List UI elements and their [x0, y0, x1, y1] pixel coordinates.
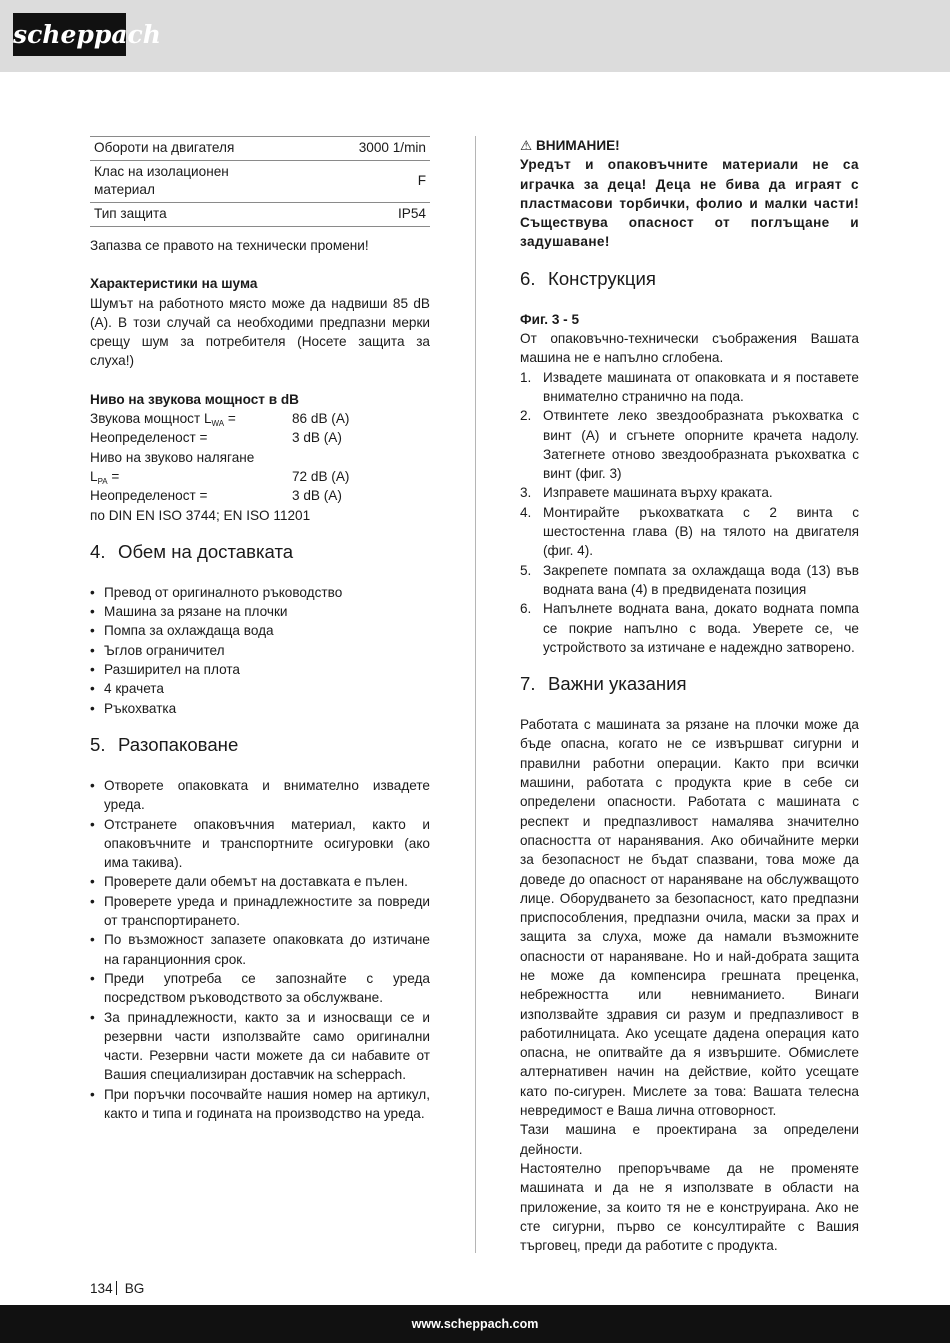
specs-table: [90, 136, 430, 227]
uncertainty-value: 3 dB (A): [292, 488, 342, 504]
sound-power-row: [90, 409, 430, 428]
list-item: • Помпа за охлаждаща вода: [90, 621, 430, 640]
warning-heading: [520, 136, 859, 155]
list-item: • Превод от оригиналното ръководство: [90, 583, 430, 602]
section-heading-delivery: [90, 540, 430, 564]
list-item: [520, 483, 859, 502]
list-item: • 4 крачета: [90, 679, 430, 698]
section-title: Обем на доставката: [118, 540, 294, 562]
important-paragraph: Тази машина е проектирана за определени дейности.: [520, 1122, 859, 1157]
footer-separator: [116, 1281, 117, 1295]
list-item: • Ъглов ограничител: [90, 641, 430, 660]
warning-text: Уредът и опаковъчните материали не са играчка за деца! Деца не бива да играят с пластмасови торбички, фолио и малки части! Съществува опасност от поглъщане и задушаване!: [520, 157, 859, 250]
spec-value: 3000 1/min: [278, 137, 430, 161]
list-item: [520, 368, 859, 407]
website-url: www.scheppach.com: [411, 1317, 539, 1331]
delivery-list: [90, 583, 430, 718]
page-number: 134: [90, 1281, 113, 1296]
spec-label: Обороти на двигателя: [90, 137, 278, 161]
table-row: [90, 137, 430, 161]
sound-pressure-value: 72 dB (A): [292, 468, 350, 484]
list-item: [520, 406, 859, 483]
list-item: • Отворете опаковката и внимателно извадете уреда.: [90, 776, 430, 815]
list-item: • Преди употреба се запознайте с уреда посредством ръководството за обслужване.: [90, 969, 430, 1008]
section-number: 6.: [520, 267, 536, 289]
right-column: [520, 136, 859, 1255]
scheppach-logo: scheppach: [13, 13, 126, 56]
section-title: Разопаковане: [118, 733, 239, 755]
page-footer: [90, 1280, 144, 1298]
important-paragraph: Работата с машината за рязане на плочки може да бъде опасна, когато не се извършват сигурни и правилни работни операции. Както при всички машини, работата с продукта крие в себе си определени опасности. Работата с машината с респект и предпазливост намалява значително опасността от наранявания. Ако обичайните мерки за безопасност не бъдат спазвани, това може да доведе до опасност от нараняване на обслужващото лице. Оборудването за безопасност, като предпазни приспособления, предпазни очила, маски за прах и защита за слуха, може да намали възможните опасности от нараняване. Но и най-добрата защита не може да компенсира грешната преценка, небрежността или невниманието. Винаги използвайте здравия си разум и предпазливост в работилницата. Ако усещате дадена операция като опасна, не опитвайте да я извършите. Обмислете алтернативен начин на действие, който усещате като по-сигурен. Мислете за това: Вашата телесна невредимост е Ваша лична отговорност.: [520, 717, 859, 1119]
list-item: • Проверете дали обемът на доставката е пълен.: [90, 872, 430, 891]
section-heading-construction: [520, 267, 859, 291]
sound-power-label: Звукова мощност L: [90, 411, 212, 427]
list-item: [520, 503, 859, 561]
section-heading-unpacking: [90, 733, 430, 757]
table-row: [90, 161, 430, 203]
footer-bar: [0, 1305, 950, 1343]
noise-text: Шумът на работното място може да надвиши 85 dB (A). В този случай са необходими предпазни мерки срещу шум за потребителя (Носете защита за слуха!): [90, 295, 430, 369]
section-heading-important: [520, 672, 859, 696]
section-number: 4.: [90, 540, 106, 562]
noise-heading: Характеристики на шума: [90, 276, 258, 292]
list-item: [520, 599, 859, 657]
sound-pressure-label: Ниво на звуково налягане: [90, 449, 255, 465]
uncertainty-label: Неопределеност =: [90, 430, 208, 446]
step-text: Отвинтете леко звездообразната ръкохватка с винт (A) и сгънете опорните крачета надолу. Затегнете отново звездообразната ръкохватка с винт (фиг. 3): [543, 408, 859, 482]
list-item: • По възможност запазете опаковката до изтичане на гаранционния срок.: [90, 930, 430, 969]
section-title: Важни указания: [548, 673, 687, 695]
construction-steps: [520, 368, 859, 657]
warning-triangle-icon: ⚠: [520, 138, 533, 153]
step-text: Монтирайте ръкохватката с 2 винта с шестостенна глава (B) на тялото на двигателя (фиг. 4).: [543, 504, 859, 559]
spec-label: Тип защита: [90, 203, 278, 227]
uncertainty-row: [90, 486, 430, 505]
list-item: • Ръкохватка: [90, 699, 430, 718]
uncertainty-value: 3 dB (A): [292, 430, 342, 446]
spec-label: Клас на изолационен материал: [90, 161, 278, 203]
important-paragraph: Настоятелно препоръчваме да не променяте машината и да не я използвате в области на приложение, за които тя не е конструирана. Ако не сте сигурни, първо се консултирайте с Вашия търговец, преди да работите с продукта.: [520, 1160, 859, 1254]
lpa-subscript: PA: [97, 476, 108, 486]
header-bar: [0, 0, 950, 72]
section-number: 7.: [520, 673, 536, 695]
lpa-label: L: [90, 468, 98, 484]
step-text: Извадете машината от опаковката и я поставете внимателно странично на пода.: [543, 369, 859, 404]
norm-reference: по DIN EN ISO 3744; EN ISO 11201: [90, 507, 311, 523]
step-number: 3.: [520, 485, 532, 501]
lpa-eq: =: [107, 468, 120, 484]
step-number: 4.: [520, 504, 532, 520]
step-number: 2.: [520, 408, 532, 424]
step-text: Напълнете водната вана, докато водната помпа се покрие напълно с вода. Уверете се, че устройството за изтичане е надеждно затворено.: [543, 601, 859, 655]
list-item: • Машина за рязане на плочки: [90, 602, 430, 621]
sound-power-value: 86 dB (A): [292, 411, 350, 427]
unpacking-list: [90, 776, 430, 1123]
list-item: • При поръчки посочвайте нашия номер на артикул, както и типа и годината на производство на уреда.: [90, 1085, 430, 1124]
uncertainty-label: Неопределеност =: [90, 488, 208, 504]
changes-note: Запазва се правото на технически промени!: [90, 238, 369, 253]
step-number: 6.: [520, 601, 532, 617]
left-column: [90, 136, 430, 1123]
warning-title: ВНИМАНИЕ!: [535, 138, 620, 153]
section-title: Конструкция: [548, 267, 656, 289]
list-item: [520, 561, 859, 600]
uncertainty-row: [90, 428, 430, 447]
list-item: • За принадлежности, както за и износващи се и резервни части използвайте само оригинални части. Резервни части можете да си набавите от Вашия специализиран доставчик на scheppach.: [90, 1008, 430, 1085]
spec-value: F: [278, 161, 430, 203]
sound-power-eq: =: [224, 411, 236, 427]
sound-pressure-row: [90, 467, 430, 486]
spec-value: IP54: [278, 203, 430, 227]
sound-power-subscript: WA: [211, 419, 225, 429]
step-text: Изправете машината върху краката.: [543, 485, 773, 501]
step-number: 1.: [520, 369, 532, 385]
list-item: • Проверете уреда и принадлежностите за повреди от транспортирането.: [90, 892, 430, 931]
figure-reference: Фиг. 3 - 5: [520, 311, 580, 327]
step-number: 5.: [520, 562, 532, 578]
section-number: 5.: [90, 733, 106, 755]
list-item: • Разширител на плота: [90, 660, 430, 679]
sound-level-heading: Ниво на звукова мощност в dB: [90, 391, 299, 407]
language-code: BG: [124, 1281, 145, 1296]
column-divider: [475, 136, 476, 1253]
list-item: • Отстранете опаковъчния материал, както и опаковъчните и транспортните осигуровки (ако има такива).: [90, 815, 430, 873]
table-row: [90, 203, 430, 227]
construction-intro: От опаковъчно-технически съображения Вашата машина не е напълно сглобена.: [520, 331, 859, 366]
step-text: Закрепете помпата за охлаждаща вода (13) във водната вана (4) в предвидената позиция: [543, 562, 859, 597]
